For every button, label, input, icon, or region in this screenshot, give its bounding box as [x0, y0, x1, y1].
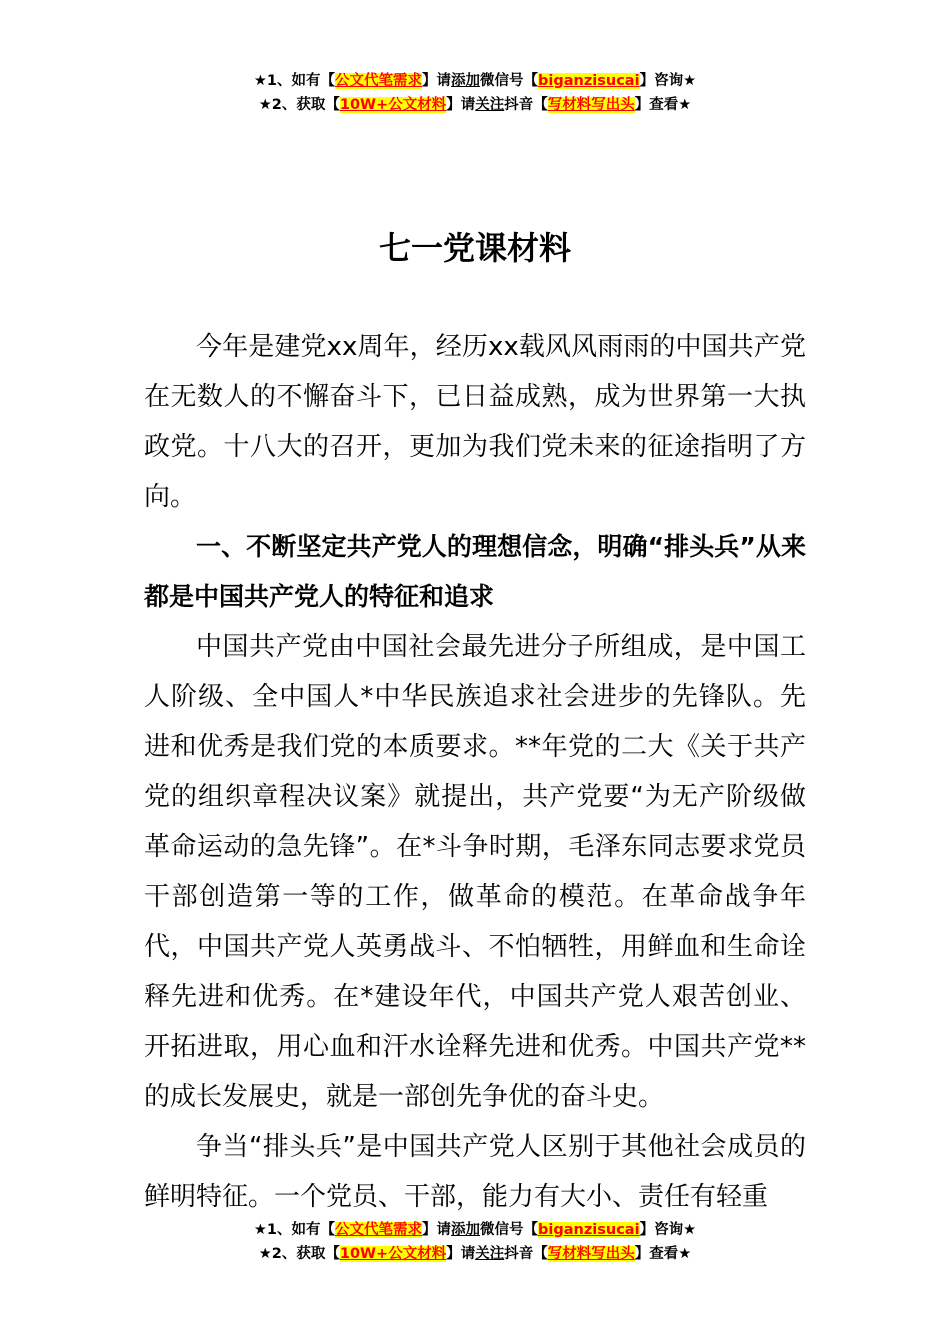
banner-text: ★1、如有【: [253, 1222, 336, 1238]
paragraph-vanguard: 争当“排头兵”是中国共产党人区别于其他社会成员的鲜明特征。一个党员、干部，能力有大小、责任有轻重: [144, 1132, 806, 1212]
wechat-id: biganzisucai: [538, 1222, 640, 1238]
banner-text: 】咨询★: [639, 73, 697, 89]
banner-underline: 添加: [451, 1222, 481, 1238]
banner-highlight: 公文代笔需求: [335, 73, 423, 89]
banner-text: 】查看★: [634, 1246, 692, 1262]
banner-text: 微信号【: [480, 1222, 539, 1238]
banner-text: 抖音【: [504, 1246, 548, 1262]
banner-line-1: [0, 1218, 950, 1242]
banner-text: 微信号【: [480, 73, 539, 89]
banner-underline: 关注: [475, 1246, 505, 1262]
banner-text: 抖音【: [504, 97, 548, 113]
banner-text: ★2、获取【: [258, 1246, 340, 1262]
douyin-account: 写材料写出头: [547, 97, 635, 113]
document-title: 七一党课材料: [378, 229, 571, 267]
banner-highlight: 10W+公文材料: [339, 97, 447, 113]
banner-text: 】请: [446, 1246, 476, 1262]
banner-text: 】请: [422, 73, 452, 89]
paragraph-history: 中国共产党由中国社会最先进分子所组成，是中国工人阶级、全中国人*中华民族追求社会进步的先锋队。先进和优秀是我们党的本质要求。**年党的二大《关于共产党的组织章程决议案》就提出，共产党要“为无产阶级做革命运动的急先锋”。在*斗争时期，毛泽东同志要求党员干部创造第一等的工作，做革命的模范。在革命战争年代，中国共产党人英勇战斗、不怕牺牲，用鲜血和生命诠释先进和优秀。在*建设年代，中国共产党人艰苦创业、开拓进取，用心血和汗水诠释先进和优秀。中国共产党**的成长发展史，就是一部创先争优的奋斗史。: [144, 632, 806, 1112]
banner-line-2: [0, 93, 950, 117]
wechat-id: biganzisucai: [538, 73, 640, 89]
document-body: [144, 322, 806, 1222]
banner-text: ★2、获取【: [258, 97, 340, 113]
banner-highlight: 公文代笔需求: [335, 1222, 423, 1238]
banner-underline: 添加: [451, 73, 481, 89]
banner-text: 】咨询★: [639, 1222, 697, 1238]
banner-text: ★1、如有【: [253, 73, 336, 89]
banner-line-2: [0, 1242, 950, 1266]
bottom-banner: [0, 1218, 950, 1266]
section-heading-1: 一、不断坚定共产党人的理想信念，明确“排头兵”从来都是中国共产党人的特征和追求: [144, 532, 806, 611]
paragraph-intro: 今年是建党xx周年，经历xx载风风雨雨的中国共产党在无数人的不懈奋斗下，已日益成熟，成为世界第一大执政党。十八大的召开，更加为我们党未来的征途指明了方向。: [144, 332, 806, 512]
top-banner: [0, 69, 950, 117]
banner-highlight: 10W+公文材料: [339, 1246, 447, 1262]
banner-underline: 关注: [475, 97, 505, 113]
banner-text: 】请: [422, 1222, 452, 1238]
banner-line-1: [0, 69, 950, 93]
douyin-account: 写材料写出头: [547, 1246, 635, 1262]
banner-text: 】请: [446, 97, 476, 113]
banner-text: 】查看★: [634, 97, 692, 113]
